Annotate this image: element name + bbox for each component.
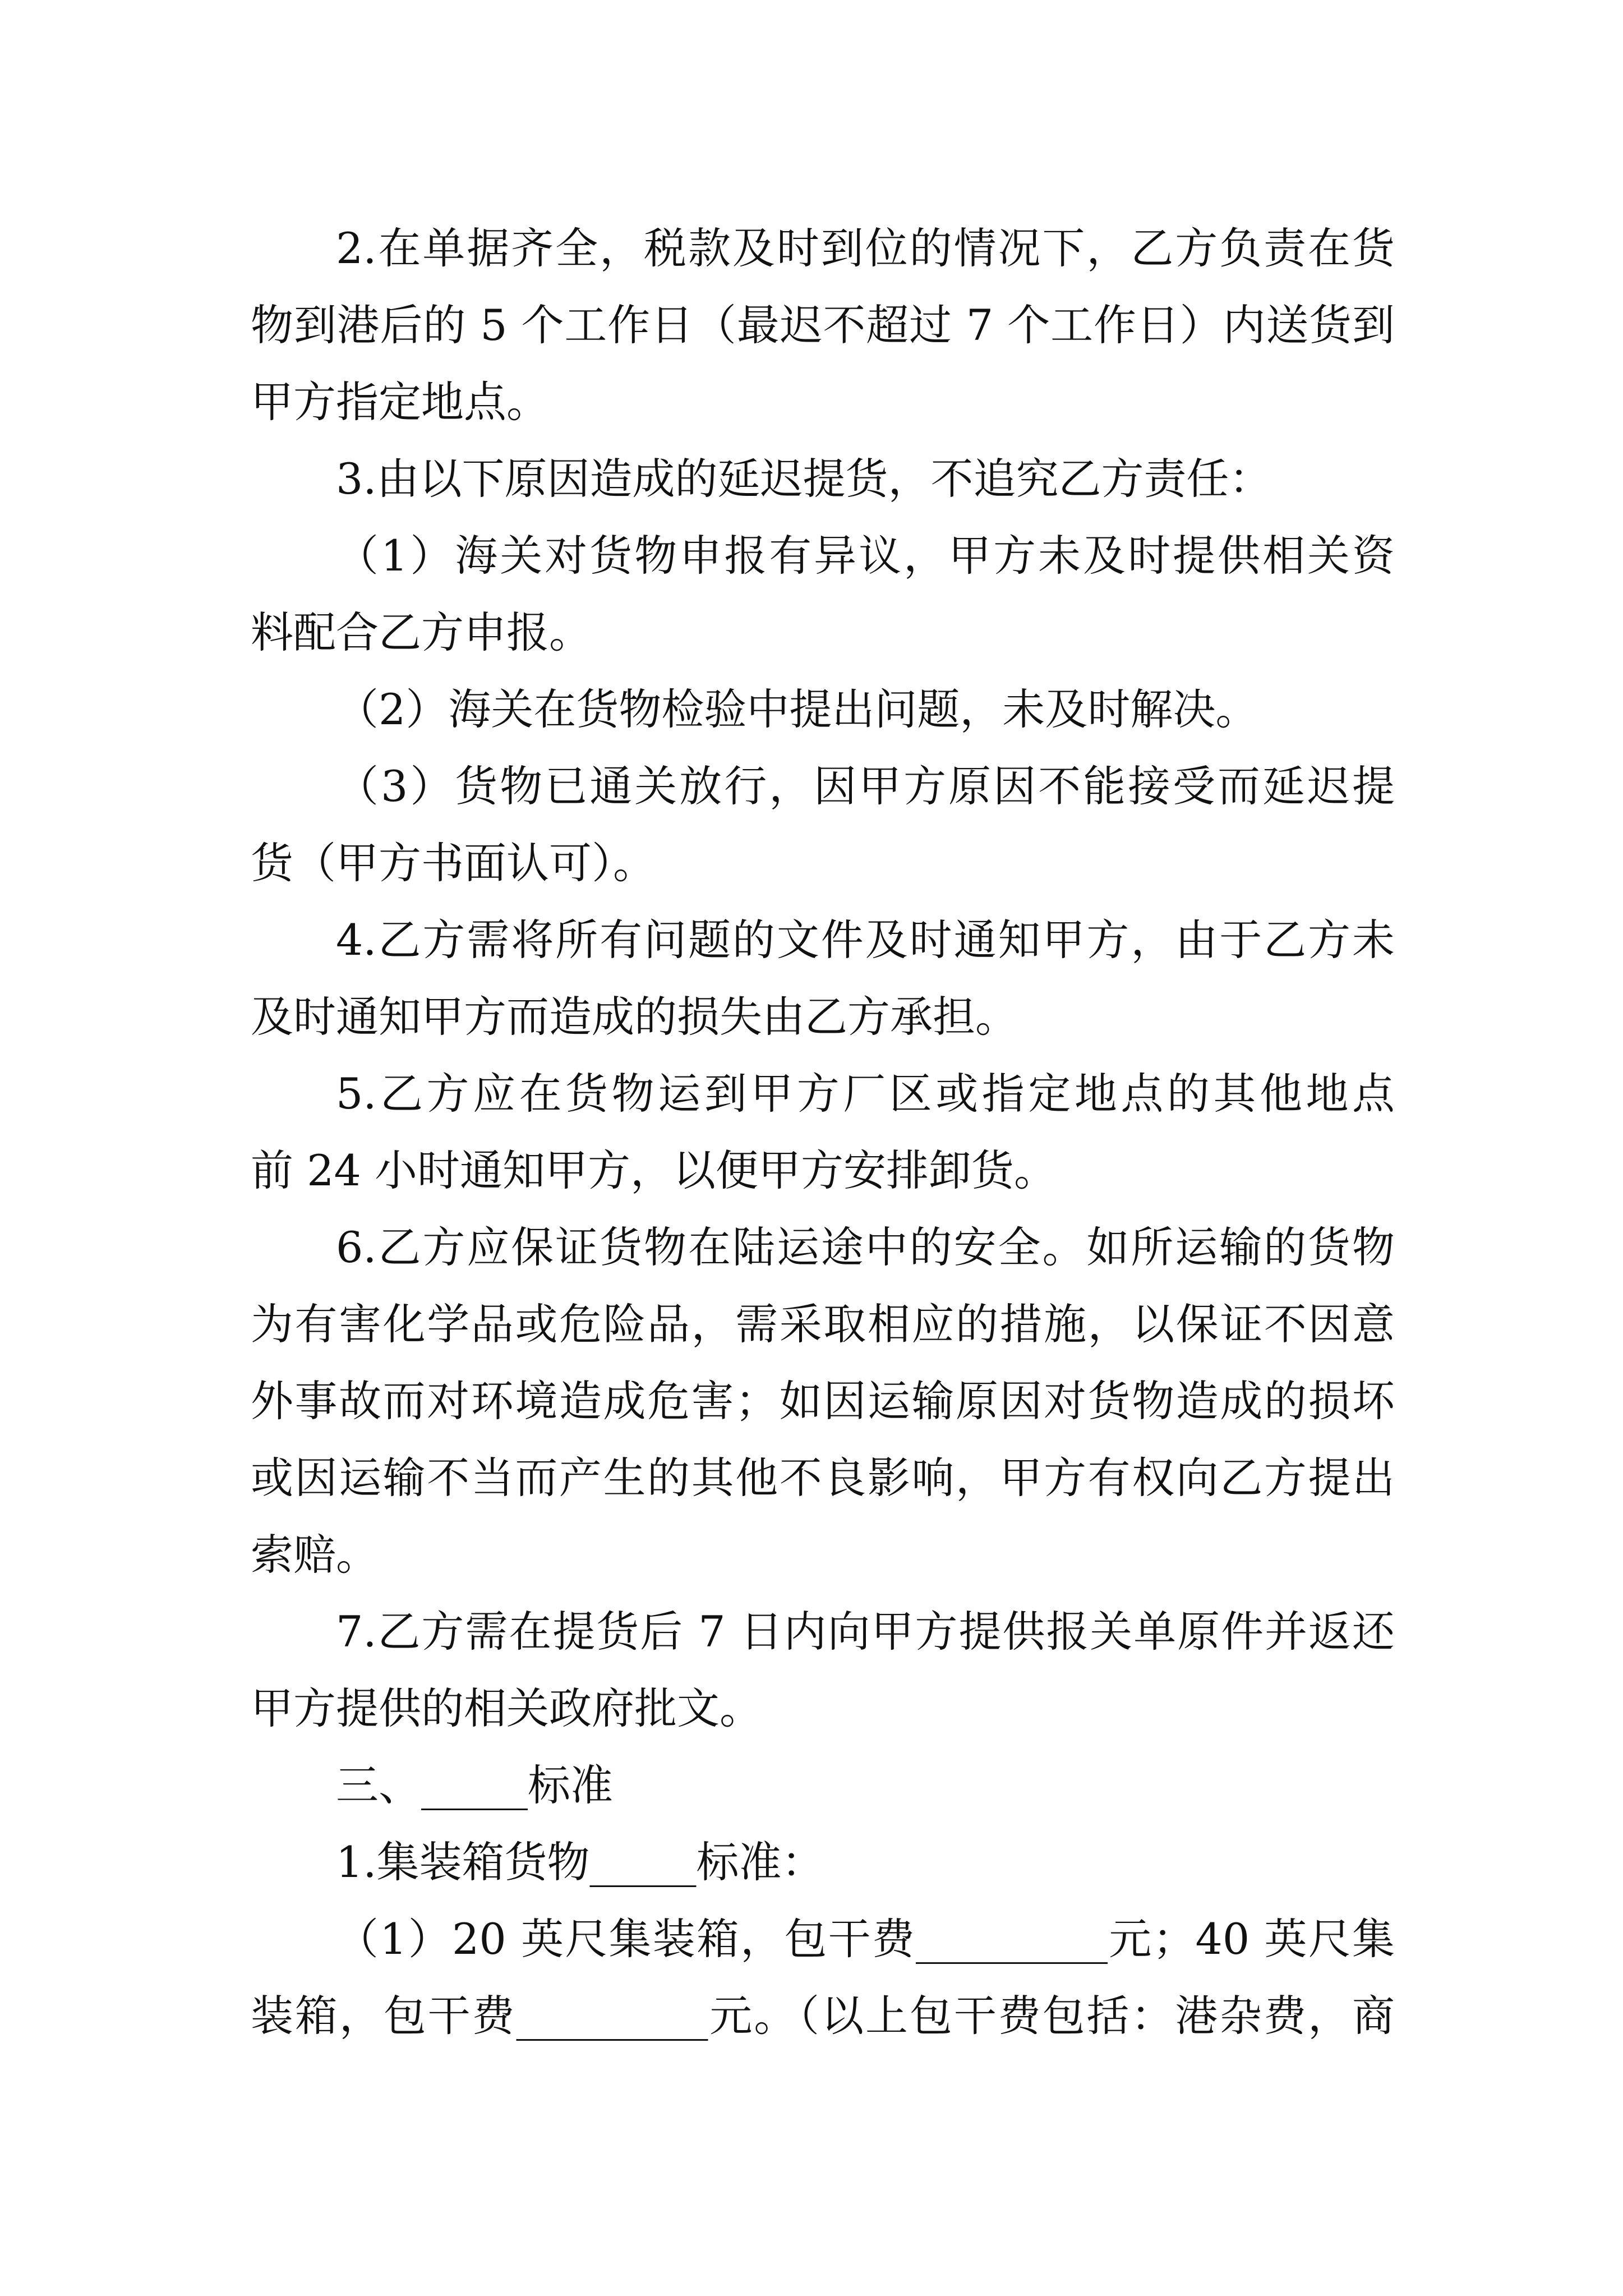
document-line: 6.乙方应保证货物在陆运途中的安全。如所运输的货物 (336, 1222, 1395, 1272)
paragraph-clause-3-item-1 (251, 517, 1395, 671)
paragraph-clause-5 (251, 1055, 1395, 1209)
document-line: （3）货物已通关放行，因甲方原因不能接受而延迟提 (336, 761, 1395, 811)
document-line: 装箱，包干费_________元。（以上包干费包括：港杂费，商 (251, 1991, 1395, 2041)
section-heading: 三、_____标准 (336, 1760, 613, 1810)
document-line: （2）海关在货物检验中提出问题，未及时解决。 (336, 684, 1258, 734)
document-line: 5.乙方应在货物运到甲方厂区或指定地点的其他地点 (336, 1069, 1395, 1119)
document-line: 1.集装箱货物_____标准： (336, 1837, 824, 1887)
paragraph-container-standard (251, 1824, 1395, 1901)
paragraph-clause-3-item-2 (251, 671, 1395, 748)
paragraph-clause-4 (251, 901, 1395, 1055)
document-line: 料配合乙方申报。 (251, 608, 592, 657)
document-body (251, 210, 1395, 2054)
document-line: 为有害化学品或危险品，需采取相应的措施，以保证不因意 (251, 1299, 1395, 1349)
document-line: 2.在单据齐全，税款及时到位的情况下，乙方负责在货 (336, 223, 1395, 273)
paragraph-container-fee (251, 1901, 1395, 2054)
paragraph-clause-6 (251, 1209, 1395, 1593)
document-line: （1）海关对货物申报有异议，甲方未及时提供相关资 (336, 531, 1395, 581)
paragraph-clause-3-item-3 (251, 748, 1395, 901)
document-line: 甲方提供的相关政府批文。 (251, 1683, 762, 1733)
paragraph-clause-7 (251, 1593, 1395, 1747)
document-line: 3.由以下原因造成的延迟提货，不追究乙方责任： (336, 454, 1272, 504)
document-line: 索赔。 (251, 1530, 379, 1580)
document-line: 外事故而对环境造成危害；如因运输原因对货物造成的损坏 (251, 1376, 1395, 1426)
paragraph-clause-3 (251, 440, 1395, 517)
document-line: 或因运输不当而产生的其他不良影响，甲方有权向乙方提出 (251, 1453, 1395, 1503)
document-line: （1）20 英尺集装箱，包干费_________元；40 英尺集 (336, 1914, 1395, 1964)
document-line: 及时通知甲方而造成的损失由乙方承担。 (251, 992, 1018, 1042)
document-line: 甲方指定地点。 (251, 377, 549, 427)
document-line: 物到港后的 5 个工作日（最迟不超过 7 个工作日）内送货到 (251, 300, 1395, 350)
document-line: 前 24 小时通知甲方，以便甲方安排卸货。 (251, 1145, 1057, 1195)
document-line: 4.乙方需将所有问题的文件及时通知甲方，由于乙方未 (336, 915, 1395, 965)
paragraph-clause-2 (251, 210, 1395, 440)
document-line: 7.乙方需在提货后 7 日内向甲方提供报关单原件并返还 (336, 1607, 1395, 1657)
document-line: 货（甲方书面认可）。 (251, 838, 656, 888)
section-heading-3 (251, 1747, 1395, 1824)
